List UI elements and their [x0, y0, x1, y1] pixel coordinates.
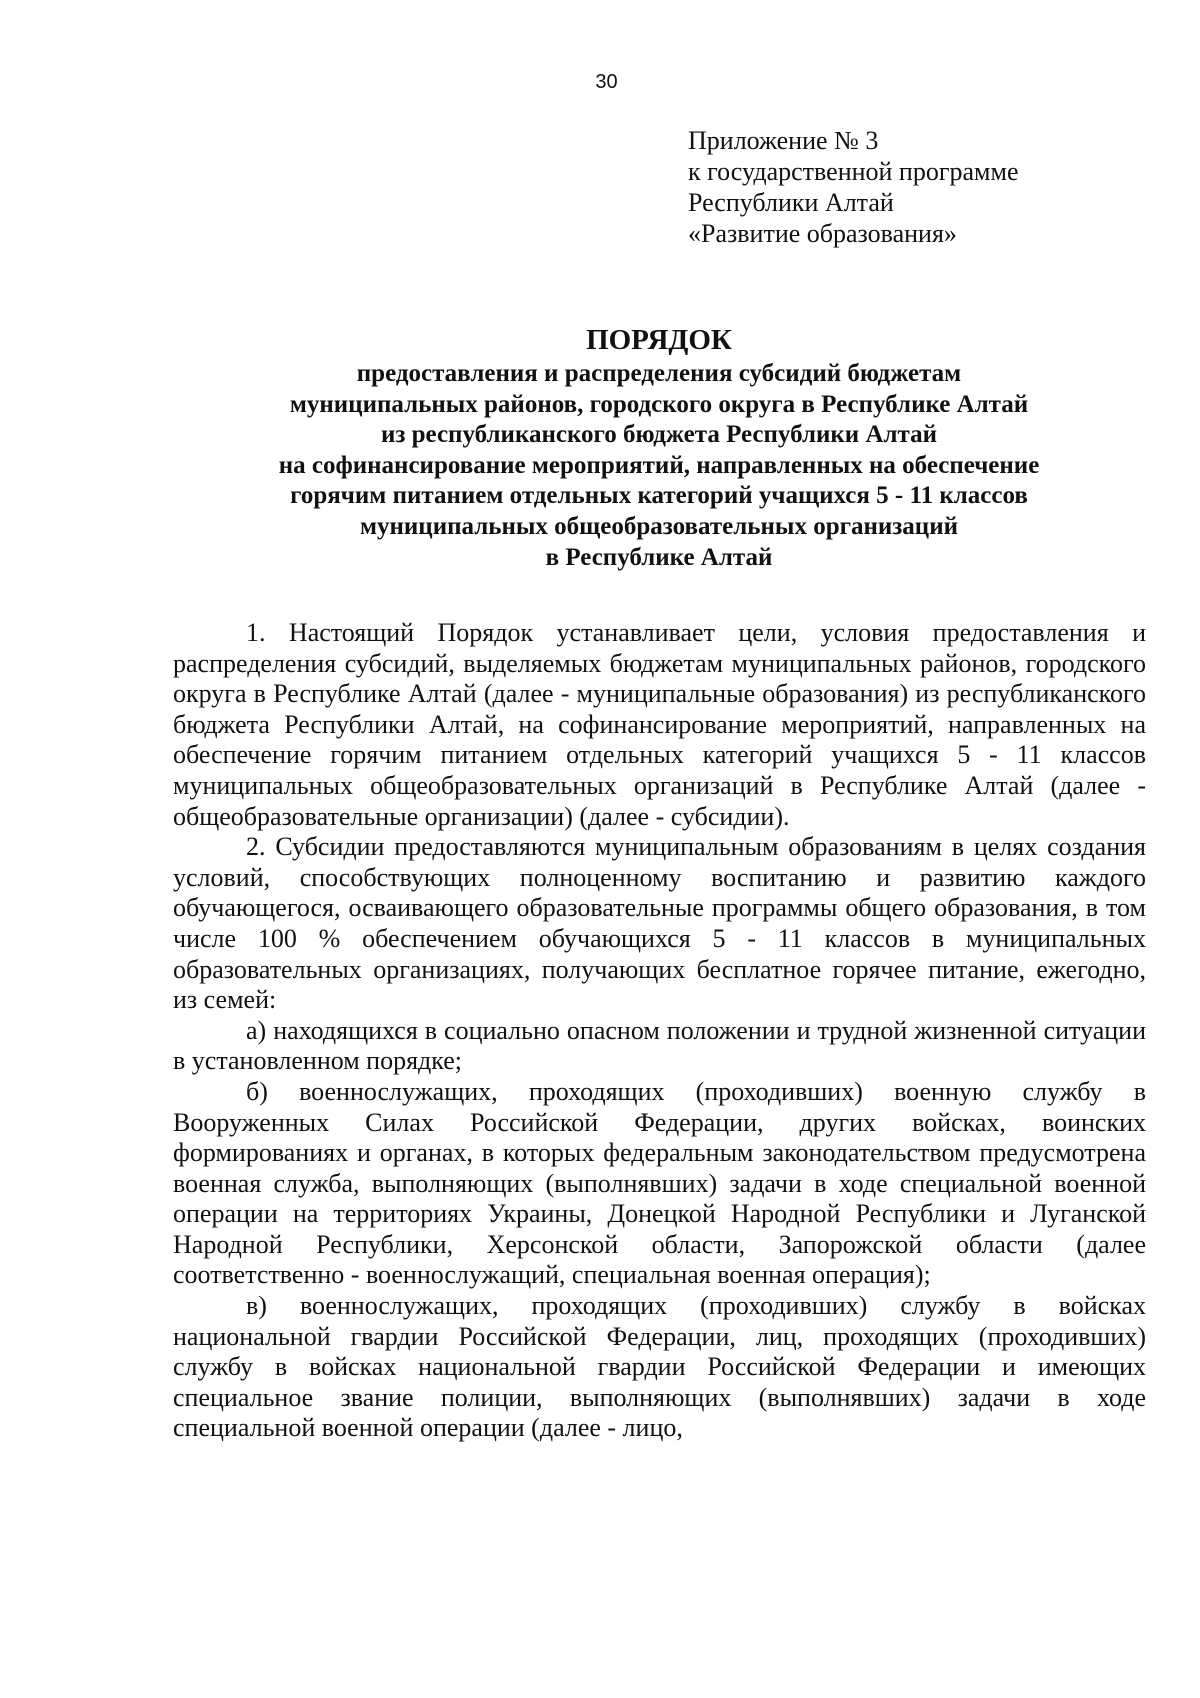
heading-line: муниципальных районов, городского округа в Республике Алтай	[289, 390, 1029, 418]
annex-line: «Развитие образования»	[688, 219, 957, 248]
page-number: 30	[595, 71, 618, 93]
document-heading	[170, 323, 1148, 573]
heading-line: из республиканского бюджета Республики Алтай	[380, 421, 938, 449]
paragraph-2v: в) военнослужащих, проходящих (проходивших) службу в войсках национальной гвардии Российской Федерации, лиц, проходящих (проходивших) службу в войсках национальной гвардии Российской Федерации и имеющих специальное звание полиции, выполняющих (выполнявших) задачи в ходе специальной военной операции (далее - лицо,	[173, 1291, 1146, 1443]
heading-line: горячим питанием отдельных категорий учащихся 5 - 11 классов	[290, 482, 1028, 510]
annex-line: к государственной программе	[688, 157, 1019, 186]
annex-block	[688, 125, 1148, 249]
paragraph-2: 2. Субсидии предоставляются муниципальным образованиям в целях создания условий, способствующих полноценному воспитанию и развитию каждого обучающегося, осваивающего образовательные программы общего образования, в том числе 100 % обеспечением обучающихся 5 - 11 классов в муниципальных образовательных организациях, получающих бесплатное горячее питание, ежегодно, из семей:	[173, 832, 1146, 1015]
paragraph-2b: б) военнослужащих, проходящих (проходивших) военную службу в Вооруженных Силах Российской Федерации, других войсках, воинских формированиях и органах, в которых федеральным законодательством предусмотрена военная служба, выполняющих (выполнявших) задачи в ходе специальной военной операции на территориях Украины, Донецкой Народной Республики и Луганской Народной Республики, Херсонской области, Запорожской области (далее соответственно - военнослужащий, специальная военная операция);	[173, 1076, 1146, 1290]
document-body	[173, 618, 1146, 1444]
paragraph-1: 1. Настоящий Порядок устанавливает цели, условия предоставления и распределения субсидий, выделяемых бюджетам муниципальных районов, городского округа в Республике Алтай (далее - муниципальные образования) из республиканского бюджета Республики Алтай, на софинансирование мероприятий, направленных на обеспечение горячим питанием отдельных категорий учащихся 5 - 11 классов муниципальных общеобразовательных организаций в Республике Алтай (далее - общеобразовательные организации) (далее - субсидии).	[173, 618, 1146, 831]
heading-line: на софинансирование мероприятий, направленных на обеспечение	[278, 451, 1040, 479]
heading-line: предоставления и распределения субсидий бюджетам	[356, 360, 962, 387]
annex-line: Приложение № 3	[688, 126, 879, 155]
heading-line: муниципальных общеобразовательных организаций	[359, 512, 959, 540]
annex-line: Республики Алтай	[688, 188, 894, 217]
heading-title: ПОРЯДОК	[586, 324, 732, 356]
heading-line: в Республике Алтай	[545, 543, 773, 571]
paragraph-2a: а) находящихся в социально опасном положении и трудной жизненной ситуации в установленном порядке;	[173, 1015, 1146, 1076]
